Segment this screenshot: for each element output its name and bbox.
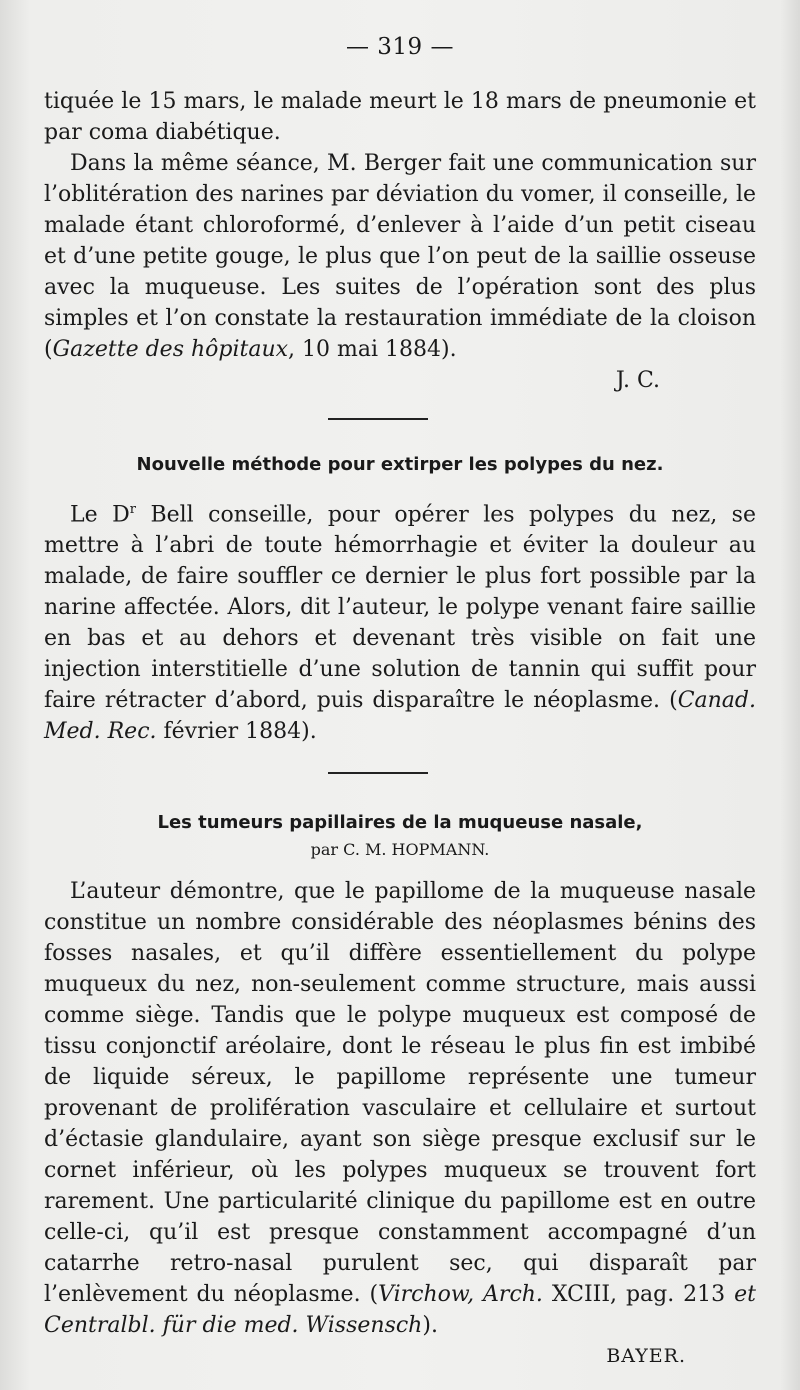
citation-virchow: Virchow, Arch. <box>378 1282 543 1307</box>
citation-gazette: Gazette des hôpitaux <box>52 337 289 362</box>
paragraph-berger: Dans la même séance, M. Berger fait une communication sur l’oblitération des narines par déviation du vomer, il conseille, le malade étant chloroformé, d’enlever à l’aide d’un petit ciseau et d’une petite gouge, le plus que l’on peut de la saillie osseuse avec la muqueuse. Les suites de l’opération sont des plus simples et l’on constate la restauration immédiate de la cloison (Gazette des hôpitaux, 10 mai 1884). <box>44 151 756 362</box>
divider <box>328 418 428 420</box>
section-tumeurs <box>44 876 756 1372</box>
section-continuation <box>44 86 756 396</box>
article-heading-tumeurs: Les tumeurs papillaires de la muqueuse nasale, <box>157 812 643 833</box>
page-number: — 319 — <box>345 34 455 60</box>
section-polypes <box>44 494 756 747</box>
article-byline: par C. M. HOPMANN. <box>310 840 490 859</box>
divider <box>328 772 428 774</box>
paragraph-continuation: tiquée le 15 mars, le malade meurt le 18 mars de pneumonie et par coma diabétique. <box>44 89 756 145</box>
paragraph-bell: Le $D^r$ Bell conseille, pour opérer les polypes du nez, se mettre à l’abri de toute hémorrhagie et éviter la douleur au malade, de faire souffler ce dernier le plus fort possible par la narine affectée. Alors, dit l’auteur, le polype venant faire saillie en bas et au dehors et devenant très visible on fait une injection interstitielle d’une solution de tannin qui suffit pour faire rétracter d’abord, puis disparaître le néoplasme. (Canad. Med. Rec. février 1884). <box>44 502 756 745</box>
citation-canad: Canad. Med. Rec. <box>44 688 756 745</box>
signature-jc: J. C. <box>615 368 660 393</box>
paragraph-hopmann: L’auteur démontre, que le papillome de la muqueuse nasale constitue un nombre considérable des néoplasmes bénins des fosses nasales, et qu’il diffère essentiellement du polype muqueux du nez, non-seulement comme structure, mais aussi comme siège. Tandis que le polype muqueux est composé de tissu conjonctif aréolaire, dont le réseau le plus fin est imbibé de liquide séreux, le papillome représente une tumeur provenant de prolifération vasculaire et cellulaire et surtout d’éctasie glandulaire, ayant son siège presque exclusif sur le cornet inférieur, où les polypes muqueux se trouvent fort rarement. Une particularité clinique du papillome est en outre celle-ci, qu’il est presque constamment accompagné d’un catarrhe retro-nasal purulent sec, qui disparaît par l’enlèvement du néoplasme. (Virchow, Arch. XCIII, pag. 213 et Centralbl. für die med. Wissensch). <box>44 879 756 1338</box>
article-heading-polypes: Nouvelle méthode pour extirper les polypes du nez. <box>136 454 664 475</box>
signature-bayer: BAYER. <box>606 1345 686 1367</box>
citation-centralbl: et Centralbl. für die med. Wissensch <box>44 1282 756 1338</box>
